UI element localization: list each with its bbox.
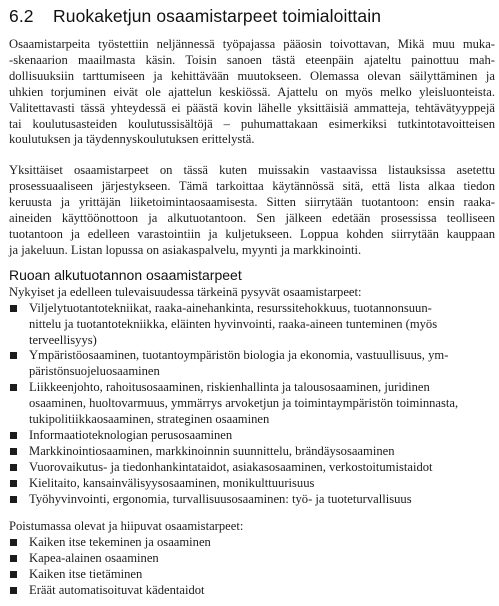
subsection-heading: Ruoan alkutuotannon osaamistarpeet — [9, 266, 242, 283]
list-item-text: Kapea-alainen osaaminen — [29, 551, 159, 566]
square-bullet-icon — [10, 305, 17, 312]
list-item — [9, 460, 495, 476]
list-item-text: osaaminen, huoltovarmuus, ymmärrys arvoketjun ja toimintaympäristön toiminnasta, — [29, 396, 459, 411]
text-line: uhkien torjuminen eivät ole ajattelun keskiössä. Ajattelu on myös melko yleisluonteista. — [9, 84, 495, 99]
square-bullet-icon — [10, 432, 17, 439]
list-item — [9, 380, 495, 428]
list-item-text: Ympäristöosaaminen, tuotantoympäristön biologia ja ekonomia, vastuullisuus, ym- — [29, 348, 449, 363]
list-item — [9, 348, 495, 380]
list-item — [9, 567, 495, 583]
current-needs-intro: Nykyiset ja edelleen tulevaisuudessa tärkeinä pysyvät osaamistarpeet: — [9, 284, 362, 299]
square-bullet-icon — [10, 480, 17, 487]
paragraph-intro — [9, 37, 495, 148]
text-line: tai koulutusasteiden koulutussisältöjä – puhumattakaan esimerkiksi tutkintotavoitteisen — [9, 116, 495, 131]
list-item-text: tukipolitiikkaosaaminen, strateginen osaaminen — [29, 412, 270, 427]
square-bullet-icon — [10, 555, 17, 562]
list-item-text: terveellisyys) — [29, 332, 97, 347]
text-line: Osaamistarpeita työstettiin neljännessä työpajassa pääosin toivottavan, Mikä muu muka- — [9, 37, 495, 51]
square-bullet-icon — [10, 587, 17, 594]
list-item-text: Liikkeenjohto, rahoitusosaaminen, riskienhallinta ja talousosaaminen, juridinen — [29, 380, 430, 395]
text-line: tuotantoon ja edelleen varastointiin ja kuljetukseen. Loppua kohden siirrytään kauppaan — [9, 226, 495, 241]
list-item — [9, 583, 495, 599]
text-line: ja jakeluun. Listan lopussa on asiakaspalvelu, myynti ja markkinointi. — [9, 242, 362, 257]
list-item-text: Informaatioteknologian perusosaaminen — [29, 427, 233, 442]
list-item-text: Viljelytuotantotekniikat, raaka-ainehankinta, resurssitehokkuus, tuotannonsuun- — [29, 300, 432, 315]
list-item — [9, 428, 495, 444]
text-line: prosessuaaliseen järjestykseen. Tämä tarkoittaa käytännössä sitä, että lista alkaa tiedon — [9, 179, 495, 194]
square-bullet-icon — [10, 496, 17, 503]
square-bullet-icon — [10, 571, 17, 578]
list-item — [9, 492, 495, 508]
text-line: dollisuuksiin tarttumiseen ja kehittävään muutokseen. Olemassa olevan säilyttäminen ja — [9, 68, 495, 83]
text-line: keruusta ja yrittäjän liiketoimintaosaamisesta. Sitten siirrytään tuotantoon: ensin raaka- — [9, 195, 495, 210]
text-line: koulutuksen ja täydennyskoulutuksen erittelystä. — [9, 132, 255, 147]
text-line: Yksittäiset osaamistarpeet on tässä kuten muissakin vastaavissa listauksissa asetettu — [9, 163, 495, 178]
square-bullet-icon — [10, 352, 17, 359]
list-item — [9, 535, 495, 551]
list-item-text: Markkinointiosaaminen, markkinoinnin suunnittelu, brändäysosaaminen — [29, 443, 395, 458]
square-bullet-icon — [10, 384, 17, 391]
paragraph-process-order — [9, 163, 495, 258]
document-page — [9, 0, 495, 599]
declining-needs-intro: Poistumassa olevat ja hiipuvat osaamistarpeet: — [9, 519, 244, 534]
text-line: -skenaarion maailmasta käsin. Toisin sanoen tästä eteenpäin ajateltu painottuu mah- — [9, 52, 495, 67]
list-item — [9, 444, 495, 460]
list-item-text: Eräät automatisoituvat kädentaidot — [29, 583, 205, 598]
list-item-text: Kaiken itse tekeminen ja osaaminen — [29, 535, 211, 550]
list-item — [9, 476, 495, 492]
list-item-text: Työhyvinvointi, ergonomia, turvallisuusosaaminen: työ- ja tuoteturvallisuus — [29, 491, 412, 506]
declining-needs-list — [9, 535, 495, 599]
list-item — [9, 551, 495, 567]
list-item — [9, 301, 495, 349]
square-bullet-icon — [10, 539, 17, 546]
list-item-text: nittelu ja tuotantotekniikka, eläinten hyvinvointi, raaka-aineen tunteminen (myös — [29, 316, 438, 331]
section-heading — [9, 0, 495, 30]
section-title: Ruokaketjun osaamistarpeet toimialoittain — [53, 6, 382, 26]
square-bullet-icon — [10, 464, 17, 471]
list-item-text: Kaiken itse tietäminen — [29, 567, 143, 582]
square-bullet-icon — [10, 448, 17, 455]
current-needs-list — [9, 301, 495, 508]
section-number: 6.2 — [9, 6, 34, 26]
text-line: aineiden käyttöönottoon ja alkutuotantoon. Sen jälkeen edetään prosessissa teolliseen — [9, 211, 495, 226]
text-line: Valitettavasti tässä yhteydessä ei päästä kovin lähelle yksittäisiä ammatteja, tehtävätyyppejä — [9, 100, 495, 115]
list-item-text: Kielitaito, kansainvälisyysosaaminen, monikulttuurisuus — [29, 475, 315, 490]
list-item-text: päristönsuojeluosaaminen — [29, 364, 160, 379]
spacer — [9, 507, 495, 519]
list-item-text: Vuorovaikutus- ja tiedonhankintataidot, asiakasosaaminen, verkostoitumistaidot — [29, 459, 433, 474]
